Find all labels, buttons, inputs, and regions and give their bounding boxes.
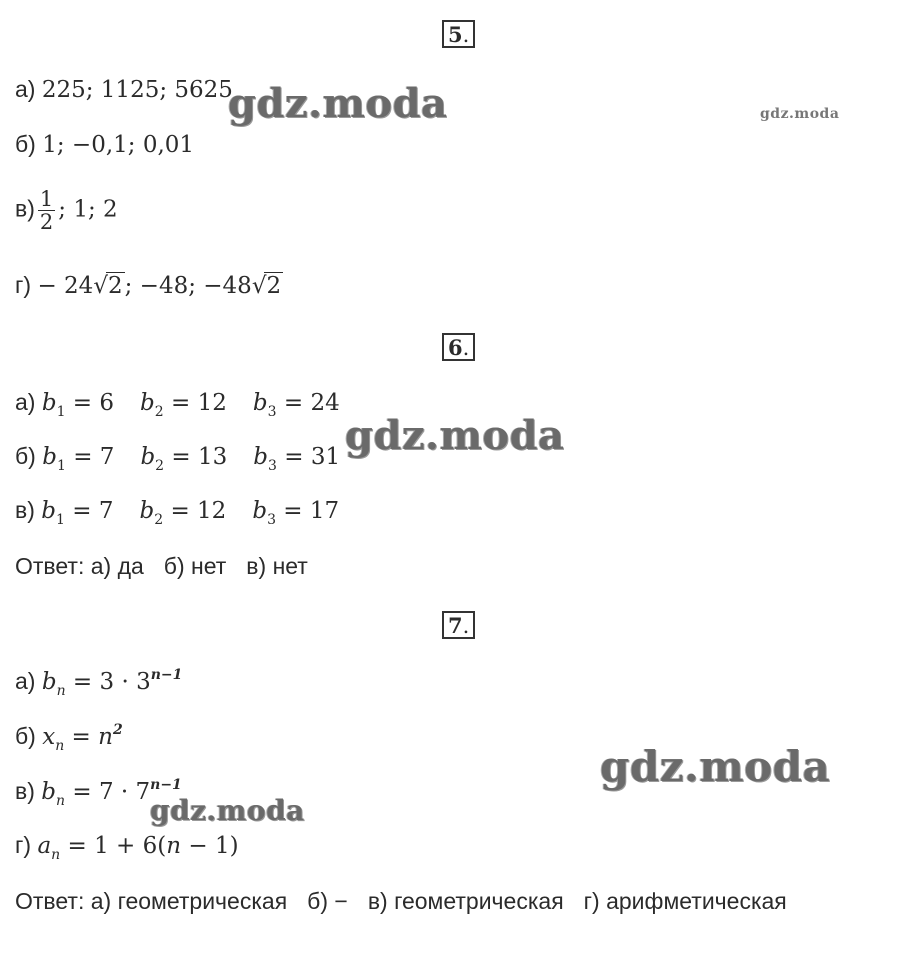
answer-v: в) нет (246, 553, 308, 579)
answer-a: а) геометрическая (90, 888, 288, 914)
answer-b: б) нет (163, 553, 227, 579)
task-5-line-b (15, 131, 194, 158)
task-6-row-v: в) $b_1 = 7$ $b_2 = 12$ $b_3 = 17$ (15, 497, 340, 528)
task-7-line-a (15, 667, 182, 699)
label-v: в) (15, 497, 35, 523)
task-7-a-rhs: = 3 · 3 (65, 669, 151, 695)
task-5-line-a (15, 76, 233, 103)
b1-value: 6 (99, 390, 115, 416)
task-6-number-text: 6 (448, 335, 463, 360)
label-b: б) (15, 443, 36, 469)
answer-label: Ответ: (15, 888, 85, 914)
subscript-n: n (56, 683, 66, 699)
label-v: в) (15, 195, 35, 222)
task-5-g-part2: ; −48; −48 (124, 273, 252, 299)
var-x: x (42, 724, 56, 750)
task-5-a-values: 225; 1125; 5625 (41, 77, 233, 103)
b2-value: 12 (197, 390, 227, 416)
subscript-n: n (55, 738, 65, 754)
b3-value: 17 (309, 498, 340, 524)
task-5-number-text: 5 (448, 22, 463, 47)
watermark-logo: gdz.moda (150, 794, 305, 827)
label-a: а) (15, 76, 36, 102)
b3-value: 24 (310, 390, 340, 416)
answer-b: б) − (307, 888, 348, 914)
task-7-line-b (15, 722, 123, 754)
b1-value: 7 (99, 444, 115, 470)
task-7-dot: . (462, 614, 470, 638)
task-5-line-v (15, 188, 118, 233)
task-5-v-rest: ; 1; 2 (58, 196, 118, 223)
task-5-g-part1: − 24 (37, 273, 94, 299)
sqrt-icon: √2 (251, 273, 282, 299)
task-6-number (442, 333, 475, 361)
task-7-line-g (15, 832, 239, 863)
task-7-v-rhs: = 7 · 7 (65, 779, 151, 805)
task-6-row-a: а) $b_1 = 6$ $b_2 = 12$ $b_3 = 24$ (15, 389, 340, 420)
answer-label: Ответ: (15, 553, 85, 579)
task-5-b-values: 1; −0,1; 0,01 (42, 132, 195, 158)
exponent: 2 (112, 722, 123, 738)
label-v: в) (15, 778, 35, 804)
task-7-b-rhs: = (64, 724, 99, 750)
fraction-numerator: 1 (39, 187, 54, 211)
watermark-logo: gdz.moda (345, 412, 565, 459)
task-7-g-rhs: = 1 + 6( (60, 833, 167, 859)
task-6-answer (15, 553, 308, 580)
task-7-number-text: 7 (448, 613, 463, 638)
task-5-dot: . (462, 23, 470, 47)
task-5-number (442, 20, 475, 48)
var-b: b (41, 779, 57, 805)
b3-value: 31 (310, 444, 341, 470)
var-n: n (166, 833, 182, 859)
label-b: б) (15, 131, 36, 157)
watermark-logo: gdz.moda (228, 80, 448, 127)
var-a: a (37, 833, 52, 859)
radicand-2: 2 (266, 273, 282, 299)
label-g: г) (15, 272, 32, 298)
label-a: а) (15, 668, 36, 694)
watermark-logo: gdz.moda (760, 106, 840, 122)
answer-g: г) арифметическая (583, 888, 787, 914)
label-g: г) (15, 832, 32, 858)
task-7-number (442, 611, 475, 639)
label-b: б) (15, 723, 36, 749)
subscript-n: n (51, 847, 61, 863)
exponent: n−1 (150, 777, 182, 793)
var-b: b (41, 669, 57, 695)
exponent: n−1 (150, 667, 183, 683)
fraction-one-half (38, 188, 55, 233)
task-6-row-b: б) $b_1 = 7$ $b_2 = 13$ $b_3 = 31$ (15, 443, 341, 474)
answer-v: в) геометрическая (367, 888, 564, 914)
task-7-g-end: − 1) (181, 833, 239, 859)
var-n: n (98, 724, 113, 750)
task-7-answer (15, 888, 787, 915)
fraction-denominator: 2 (39, 210, 54, 235)
label-a: а) (15, 389, 36, 415)
radicand-1: 2 (107, 273, 123, 299)
watermark-logo: gdz.moda (600, 742, 831, 791)
b2-value: 13 (198, 444, 228, 470)
subscript-n: n (56, 793, 66, 809)
task-5-line-g (15, 272, 283, 299)
b2-value: 12 (197, 498, 227, 524)
task-6-dot: . (462, 336, 470, 360)
b1-value: 7 (98, 498, 114, 524)
sqrt-icon: √2 (93, 273, 123, 299)
answer-a: а) да (90, 553, 144, 579)
